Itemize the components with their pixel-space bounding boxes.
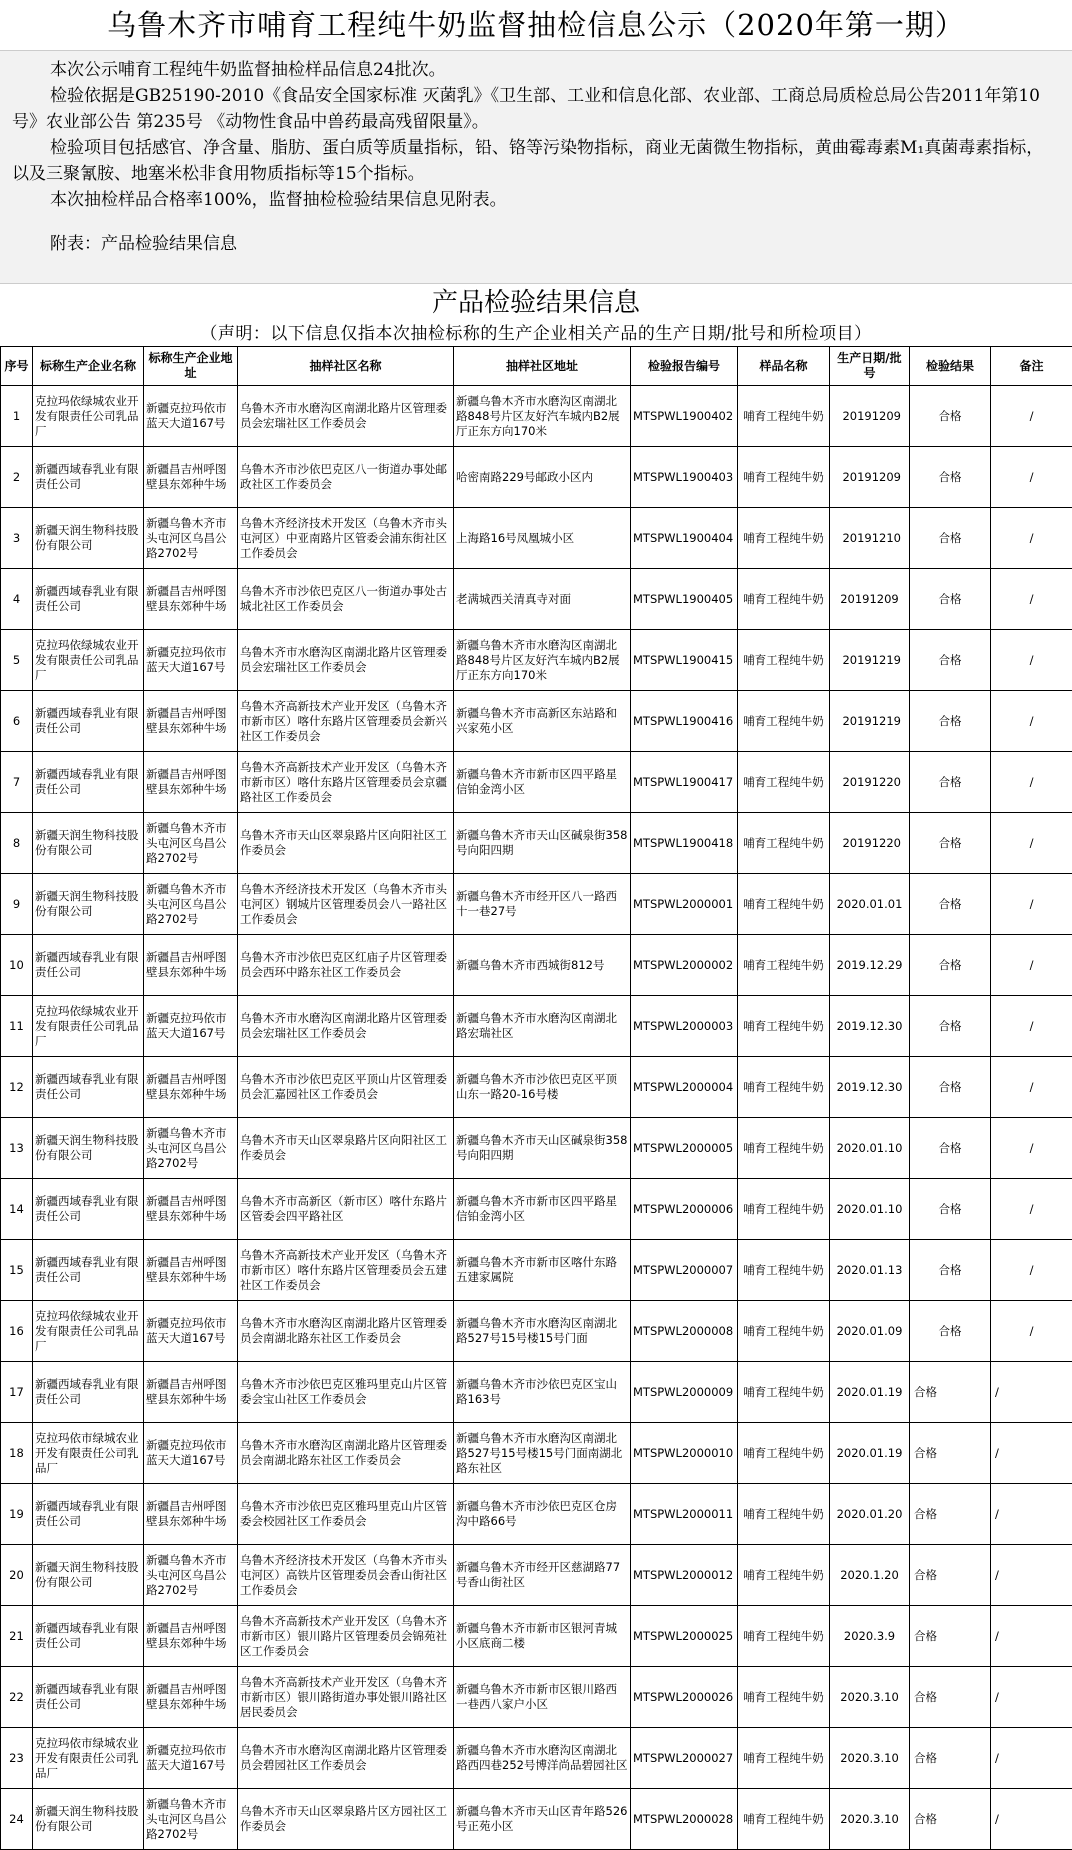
cell-community-address: 新疆乌鲁木齐市水磨沟区南湖北路527号15号楼15号门面南湖北路东社区 xyxy=(454,1423,631,1484)
cell-community-address: 新疆乌鲁木齐市经开区慈湖路77号香山街社区 xyxy=(454,1545,631,1606)
cell-company-address: 新疆昌吉州呼图壁县东郊种牛场 xyxy=(144,1179,238,1240)
cell-production-date: 2020.3.10 xyxy=(830,1667,910,1728)
cell-company-address: 新疆昌吉州呼图壁县东郊种牛场 xyxy=(144,1240,238,1301)
cell-number: 2 xyxy=(1,447,33,508)
cell-company-address: 新疆昌吉州呼图壁县东郊种牛场 xyxy=(144,1606,238,1667)
cell-report-number: MTSPWL1900402 xyxy=(631,386,738,447)
cell-community: 乌鲁木齐市沙依巴克区雅玛里克山片区管委会校园社区工作委员会 xyxy=(238,1484,454,1545)
table-row xyxy=(1,935,1072,996)
table-row xyxy=(1,996,1072,1057)
table-row xyxy=(1,1484,1072,1545)
cell-result: 合格 xyxy=(910,508,991,569)
cell-company-address: 新疆克拉玛依市蓝天大道167号 xyxy=(144,386,238,447)
cell-result: 合格 xyxy=(910,1118,991,1179)
cell-report-number: MTSPWL2000026 xyxy=(631,1667,738,1728)
cell-community: 乌鲁木齐市天山区翠泉路片区向阳社区工作委员会 xyxy=(238,813,454,874)
cell-community: 乌鲁木齐市水磨沟区南湖北路片区管理委员会宏瑞社区工作委员会 xyxy=(238,386,454,447)
table-row xyxy=(1,386,1072,447)
table-body xyxy=(1,386,1072,1850)
cell-community: 乌鲁木齐市水磨沟区南湖北路片区管理委员会碧园社区工作委员会 xyxy=(238,1728,454,1789)
cell-number: 15 xyxy=(1,1240,33,1301)
cell-company-address: 新疆克拉玛依市蓝天大道167号 xyxy=(144,1728,238,1789)
cell-note: / xyxy=(991,996,1072,1057)
cell-note: / xyxy=(991,874,1072,935)
intro-paragraph: 本次公示哺育工程纯牛奶监督抽检样品信息24批次。 xyxy=(12,57,1060,83)
table-row xyxy=(1,752,1072,813)
cell-company: 新疆天润生物科技股份有限公司 xyxy=(33,1118,144,1179)
cell-number: 20 xyxy=(1,1545,33,1606)
cell-sample-name: 哺育工程纯牛奶 xyxy=(738,1667,830,1728)
cell-community-address: 新疆乌鲁木齐市新市区四平路星信铂金湾小区 xyxy=(454,752,631,813)
cell-community-address: 新疆乌鲁木齐市新市区银川路西一巷西八家户小区 xyxy=(454,1667,631,1728)
cell-company: 新疆西域春乳业有限责任公司 xyxy=(33,1606,144,1667)
cell-number: 13 xyxy=(1,1118,33,1179)
cell-production-date: 2020.01.13 xyxy=(830,1240,910,1301)
cell-community: 乌鲁木齐市沙依巴克区八一街道办事处古城北社区工作委员会 xyxy=(238,569,454,630)
cell-sample-name: 哺育工程纯牛奶 xyxy=(738,1728,830,1789)
cell-sample-name: 哺育工程纯牛奶 xyxy=(738,1545,830,1606)
table-row xyxy=(1,569,1072,630)
cell-number: 22 xyxy=(1,1667,33,1728)
section-title: 产品检验结果信息 xyxy=(0,283,1072,322)
table-row xyxy=(1,1789,1072,1850)
cell-result: 合格 xyxy=(910,1606,991,1667)
cell-company-address: 新疆昌吉州呼图壁县东郊种牛场 xyxy=(144,447,238,508)
cell-company: 新疆天润生物科技股份有限公司 xyxy=(33,508,144,569)
cell-number: 17 xyxy=(1,1362,33,1423)
cell-report-number: MTSPWL2000003 xyxy=(631,996,738,1057)
cell-community-address: 新疆乌鲁木齐市新市区四平路星信铂金湾小区 xyxy=(454,1179,631,1240)
cell-company-address: 新疆克拉玛依市蓝天大道167号 xyxy=(144,630,238,691)
cell-note: / xyxy=(991,1484,1072,1545)
cell-result: 合格 xyxy=(910,752,991,813)
cell-report-number: MTSPWL2000002 xyxy=(631,935,738,996)
cell-production-date: 2019.12.30 xyxy=(830,1057,910,1118)
cell-sample-name: 哺育工程纯牛奶 xyxy=(738,386,830,447)
cell-number: 19 xyxy=(1,1484,33,1545)
cell-number: 6 xyxy=(1,691,33,752)
cell-result: 合格 xyxy=(910,1301,991,1362)
cell-report-number: MTSPWL2000012 xyxy=(631,1545,738,1606)
results-table xyxy=(0,346,1072,1850)
cell-company-address: 新疆昌吉州呼图壁县东郊种牛场 xyxy=(144,569,238,630)
cell-note: / xyxy=(991,813,1072,874)
cell-community-address: 新疆乌鲁木齐市新市区喀什东路五建家属院 xyxy=(454,1240,631,1301)
col-header: 序号 xyxy=(1,347,33,386)
cell-company: 新疆西域春乳业有限责任公司 xyxy=(33,935,144,996)
cell-community: 乌鲁木齐市沙依巴克区八一街道办事处邮政社区工作委员会 xyxy=(238,447,454,508)
cell-report-number: MTSPWL1900405 xyxy=(631,569,738,630)
page-title: 乌鲁木齐市哺育工程纯牛奶监督抽检信息公示（2020年第一期） xyxy=(0,0,1072,51)
cell-number: 11 xyxy=(1,996,33,1057)
cell-company-address: 新疆昌吉州呼图壁县东郊种牛场 xyxy=(144,1667,238,1728)
cell-note: / xyxy=(991,1240,1072,1301)
cell-report-number: MTSPWL2000006 xyxy=(631,1179,738,1240)
cell-sample-name: 哺育工程纯牛奶 xyxy=(738,1423,830,1484)
cell-company: 新疆天润生物科技股份有限公司 xyxy=(33,813,144,874)
cell-result: 合格 xyxy=(910,935,991,996)
intro-section xyxy=(0,51,1072,283)
cell-note: / xyxy=(991,508,1072,569)
table-row xyxy=(1,447,1072,508)
cell-production-date: 20191219 xyxy=(830,630,910,691)
cell-result: 合格 xyxy=(910,1484,991,1545)
intro-paragraph: 检验依据是GB25190-2010《食品安全国家标准 灭菌乳》《卫生部、工业和信息化部、农业部、工商总局质检总局公告2011年第10号》农业部公告 第235号 《动物性食品中兽药最高残留限量》。 xyxy=(12,83,1060,135)
cell-company: 克拉玛依绿城农业开发有限责任公司乳品厂 xyxy=(33,996,144,1057)
cell-sample-name: 哺育工程纯牛奶 xyxy=(738,1789,830,1850)
table-row xyxy=(1,1179,1072,1240)
cell-result: 合格 xyxy=(910,1179,991,1240)
cell-report-number: MTSPWL2000027 xyxy=(631,1728,738,1789)
cell-result: 合格 xyxy=(910,1545,991,1606)
col-header: 样品名称 xyxy=(738,347,830,386)
cell-note: / xyxy=(991,1728,1072,1789)
cell-production-date: 20191209 xyxy=(830,386,910,447)
cell-number: 16 xyxy=(1,1301,33,1362)
cell-number: 12 xyxy=(1,1057,33,1118)
table-row xyxy=(1,630,1072,691)
cell-community: 乌鲁木齐市水磨沟区南湖北路片区管理委员会南湖北路东社区工作委员会 xyxy=(238,1423,454,1484)
cell-note: / xyxy=(991,1545,1072,1606)
cell-report-number: MTSPWL2000004 xyxy=(631,1057,738,1118)
cell-note: / xyxy=(991,1057,1072,1118)
cell-number: 18 xyxy=(1,1423,33,1484)
cell-community: 乌鲁木齐市沙依巴克区红庙子片区管理委员会西环中路东社区工作委员会 xyxy=(238,935,454,996)
table-row xyxy=(1,691,1072,752)
table-row xyxy=(1,1667,1072,1728)
cell-number: 7 xyxy=(1,752,33,813)
cell-community: 乌鲁木齐高新技术产业开发区（乌鲁木齐市新市区）喀什东路片区管理委员会新兴社区工作委员会 xyxy=(238,691,454,752)
cell-note: / xyxy=(991,1667,1072,1728)
cell-number: 8 xyxy=(1,813,33,874)
cell-report-number: MTSPWL1900417 xyxy=(631,752,738,813)
cell-report-number: MTSPWL2000001 xyxy=(631,874,738,935)
cell-company-address: 新疆昌吉州呼图壁县东郊种牛场 xyxy=(144,1362,238,1423)
appendix-note: 附表：产品检验结果信息 xyxy=(12,231,1060,257)
cell-number: 5 xyxy=(1,630,33,691)
cell-community-address: 新疆乌鲁木齐市经开区八一路西十一巷27号 xyxy=(454,874,631,935)
cell-community: 乌鲁木齐市水磨沟区南湖北路片区管理委员会南湖北路东社区工作委员会 xyxy=(238,1301,454,1362)
cell-sample-name: 哺育工程纯牛奶 xyxy=(738,1118,830,1179)
cell-report-number: MTSPWL2000010 xyxy=(631,1423,738,1484)
cell-sample-name: 哺育工程纯牛奶 xyxy=(738,630,830,691)
cell-company: 克拉玛依绿城农业开发有限责任公司乳品厂 xyxy=(33,1301,144,1362)
cell-company: 克拉玛依绿城农业开发有限责任公司乳品厂 xyxy=(33,630,144,691)
cell-number: 14 xyxy=(1,1179,33,1240)
cell-report-number: MTSPWL2000008 xyxy=(631,1301,738,1362)
cell-number: 1 xyxy=(1,386,33,447)
col-header: 生产日期/批号 xyxy=(830,347,910,386)
cell-production-date: 2020.01.09 xyxy=(830,1301,910,1362)
cell-community-address: 新疆乌鲁木齐市沙依巴克区仓房沟中路66号 xyxy=(454,1484,631,1545)
cell-community-address: 新疆乌鲁木齐市水磨沟区南湖北路西四巷252号博洋尚品碧园社区 xyxy=(454,1728,631,1789)
cell-company-address: 新疆乌鲁木齐市头屯河区乌昌公路2702号 xyxy=(144,1789,238,1850)
cell-result: 合格 xyxy=(910,386,991,447)
cell-note: / xyxy=(991,1362,1072,1423)
cell-production-date: 2019.12.30 xyxy=(830,996,910,1057)
cell-report-number: MTSPWL2000028 xyxy=(631,1789,738,1850)
cell-note: / xyxy=(991,1118,1072,1179)
cell-community: 乌鲁木齐高新技术产业开发区（乌鲁木齐市新市区）银川路街道办事处银川路社区居民委员会 xyxy=(238,1667,454,1728)
cell-report-number: MTSPWL1900416 xyxy=(631,691,738,752)
cell-company: 新疆西域春乳业有限责任公司 xyxy=(33,1179,144,1240)
cell-note: / xyxy=(991,1423,1072,1484)
cell-result: 合格 xyxy=(910,569,991,630)
table-row xyxy=(1,1240,1072,1301)
cell-company-address: 新疆乌鲁木齐市头屯河区乌昌公路2702号 xyxy=(144,813,238,874)
cell-sample-name: 哺育工程纯牛奶 xyxy=(738,996,830,1057)
cell-production-date: 2020.3.9 xyxy=(830,1606,910,1667)
cell-production-date: 20191209 xyxy=(830,447,910,508)
col-header: 抽样社区地址 xyxy=(454,347,631,386)
cell-result: 合格 xyxy=(910,1240,991,1301)
cell-production-date: 20191210 xyxy=(830,508,910,569)
cell-note: / xyxy=(991,569,1072,630)
cell-community: 乌鲁木齐市水磨沟区南湖北路片区管理委员会宏瑞社区工作委员会 xyxy=(238,996,454,1057)
cell-company: 克拉玛依市绿城农业开发有限责任公司乳品厂 xyxy=(33,1728,144,1789)
table-row xyxy=(1,1362,1072,1423)
cell-sample-name: 哺育工程纯牛奶 xyxy=(738,508,830,569)
table-header-row xyxy=(1,347,1072,386)
cell-community: 乌鲁木齐高新技术产业开发区（乌鲁木齐市新市区）银川路片区管理委员会锦苑社区工作委员会 xyxy=(238,1606,454,1667)
cell-sample-name: 哺育工程纯牛奶 xyxy=(738,1484,830,1545)
cell-community: 乌鲁木齐市沙依巴克区雅玛里克山片区管委会宝山社区工作委员会 xyxy=(238,1362,454,1423)
cell-production-date: 20191209 xyxy=(830,569,910,630)
col-header: 标称生产企业名称 xyxy=(33,347,144,386)
cell-production-date: 20191220 xyxy=(830,813,910,874)
cell-note: / xyxy=(991,1301,1072,1362)
cell-company: 新疆天润生物科技股份有限公司 xyxy=(33,1545,144,1606)
cell-community: 乌鲁木齐市沙依巴克区平顶山片区管理委员会汇嘉园社区工作委员会 xyxy=(238,1057,454,1118)
col-header: 抽样社区名称 xyxy=(238,347,454,386)
cell-company-address: 新疆昌吉州呼图壁县东郊种牛场 xyxy=(144,935,238,996)
cell-result: 合格 xyxy=(910,447,991,508)
cell-company-address: 新疆乌鲁木齐市头屯河区乌昌公路2702号 xyxy=(144,874,238,935)
cell-company-address: 新疆乌鲁木齐市头屯河区乌昌公路2702号 xyxy=(144,1545,238,1606)
cell-production-date: 2020.1.20 xyxy=(830,1545,910,1606)
cell-note: / xyxy=(991,630,1072,691)
cell-company: 新疆西域春乳业有限责任公司 xyxy=(33,1484,144,1545)
cell-community-address: 上海路16号凤凰城小区 xyxy=(454,508,631,569)
cell-community: 乌鲁木齐市水磨沟区南湖北路片区管理委员会宏瑞社区工作委员会 xyxy=(238,630,454,691)
cell-sample-name: 哺育工程纯牛奶 xyxy=(738,447,830,508)
cell-note: / xyxy=(991,935,1072,996)
cell-production-date: 2020.01.19 xyxy=(830,1423,910,1484)
cell-company: 新疆西域春乳业有限责任公司 xyxy=(33,691,144,752)
cell-company-address: 新疆克拉玛依市蓝天大道167号 xyxy=(144,996,238,1057)
cell-sample-name: 哺育工程纯牛奶 xyxy=(738,1057,830,1118)
cell-result: 合格 xyxy=(910,691,991,752)
cell-result: 合格 xyxy=(910,1728,991,1789)
statement: （声明：以下信息仅指本次抽检标称的生产企业相关产品的生产日期/批号和所检项目） xyxy=(0,322,1072,346)
cell-community-address: 新疆乌鲁木齐市天山区碱泉街358号向阳四期 xyxy=(454,1118,631,1179)
intro-paragraph: 检验项目包括感官、净含量、脂肪、蛋白质等质量指标，铅、铬等污染物指标，商业无菌微生物指标，黄曲霉毒素M₁真菌毒素指标，以及三聚氰胺、地塞米松非食用物质指标等15个指标。 xyxy=(12,135,1060,187)
cell-note: / xyxy=(991,1789,1072,1850)
cell-sample-name: 哺育工程纯牛奶 xyxy=(738,752,830,813)
cell-note: / xyxy=(991,1606,1072,1667)
cell-sample-name: 哺育工程纯牛奶 xyxy=(738,813,830,874)
cell-sample-name: 哺育工程纯牛奶 xyxy=(738,1240,830,1301)
cell-result: 合格 xyxy=(910,1667,991,1728)
cell-company: 新疆西域春乳业有限责任公司 xyxy=(33,1362,144,1423)
cell-report-number: MTSPWL1900403 xyxy=(631,447,738,508)
cell-production-date: 2020.01.19 xyxy=(830,1362,910,1423)
cell-report-number: MTSPWL1900418 xyxy=(631,813,738,874)
cell-result: 合格 xyxy=(910,996,991,1057)
cell-community: 乌鲁木齐经济技术开发区（乌鲁木齐市头屯河区）高铁片区管理委员会香山街社区工作委员会 xyxy=(238,1545,454,1606)
cell-community: 乌鲁木齐市高新区（新市区）喀什东路片区管委会四平路社区 xyxy=(238,1179,454,1240)
cell-production-date: 2020.3.10 xyxy=(830,1789,910,1850)
cell-company-address: 新疆昌吉州呼图壁县东郊种牛场 xyxy=(144,691,238,752)
cell-number: 24 xyxy=(1,1789,33,1850)
cell-report-number: MTSPWL2000011 xyxy=(631,1484,738,1545)
cell-community: 乌鲁木齐市天山区翠泉路片区向阳社区工作委员会 xyxy=(238,1118,454,1179)
cell-report-number: MTSPWL2000009 xyxy=(631,1362,738,1423)
cell-company: 新疆天润生物科技股份有限公司 xyxy=(33,874,144,935)
cell-note: / xyxy=(991,1179,1072,1240)
cell-community-address: 新疆乌鲁木齐市水磨沟区南湖北路527号15号楼15号门面 xyxy=(454,1301,631,1362)
table-row xyxy=(1,1423,1072,1484)
cell-community-address: 新疆乌鲁木齐市水磨沟区南湖北路848号片区友好汽车城内B2展厅正东方向170米 xyxy=(454,630,631,691)
table-row xyxy=(1,1728,1072,1789)
cell-production-date: 2020.01.10 xyxy=(830,1179,910,1240)
cell-company: 克拉玛依绿城农业开发有限责任公司乳品厂 xyxy=(33,386,144,447)
cell-number: 23 xyxy=(1,1728,33,1789)
cell-result: 合格 xyxy=(910,1057,991,1118)
cell-sample-name: 哺育工程纯牛奶 xyxy=(738,935,830,996)
cell-number: 21 xyxy=(1,1606,33,1667)
cell-company: 克拉玛依市绿城农业开发有限责任公司乳品厂 xyxy=(33,1423,144,1484)
cell-production-date: 2020.01.10 xyxy=(830,1118,910,1179)
cell-result: 合格 xyxy=(910,1362,991,1423)
cell-sample-name: 哺育工程纯牛奶 xyxy=(738,874,830,935)
cell-report-number: MTSPWL2000025 xyxy=(631,1606,738,1667)
table-row xyxy=(1,1301,1072,1362)
cell-result: 合格 xyxy=(910,630,991,691)
cell-community: 乌鲁木齐高新技术产业开发区（乌鲁木齐市新市区）喀什东路片区管理委员会京疆路社区工作委员会 xyxy=(238,752,454,813)
cell-sample-name: 哺育工程纯牛奶 xyxy=(738,1362,830,1423)
cell-community-address: 新疆乌鲁木齐市沙依巴克区平顶山东一路20-16号楼 xyxy=(454,1057,631,1118)
cell-company-address: 新疆克拉玛依市蓝天大道167号 xyxy=(144,1423,238,1484)
col-header: 备注 xyxy=(991,347,1072,386)
cell-number: 4 xyxy=(1,569,33,630)
table-row xyxy=(1,1057,1072,1118)
cell-report-number: MTSPWL1900404 xyxy=(631,508,738,569)
cell-production-date: 2020.3.10 xyxy=(830,1728,910,1789)
cell-community-address: 哈密南路229号邮政小区内 xyxy=(454,447,631,508)
cell-report-number: MTSPWL2000007 xyxy=(631,1240,738,1301)
cell-result: 合格 xyxy=(910,1423,991,1484)
col-header: 检验结果 xyxy=(910,347,991,386)
cell-community-address: 新疆乌鲁木齐市天山区碱泉街358号向阳四期 xyxy=(454,813,631,874)
cell-company-address: 新疆昌吉州呼图壁县东郊种牛场 xyxy=(144,1057,238,1118)
cell-company-address: 新疆昌吉州呼图壁县东郊种牛场 xyxy=(144,1484,238,1545)
cell-sample-name: 哺育工程纯牛奶 xyxy=(738,691,830,752)
cell-report-number: MTSPWL2000005 xyxy=(631,1118,738,1179)
cell-company: 新疆西域春乳业有限责任公司 xyxy=(33,752,144,813)
cell-number: 3 xyxy=(1,508,33,569)
cell-number: 9 xyxy=(1,874,33,935)
cell-sample-name: 哺育工程纯牛奶 xyxy=(738,1179,830,1240)
cell-production-date: 20191220 xyxy=(830,752,910,813)
cell-production-date: 2020.01.01 xyxy=(830,874,910,935)
cell-production-date: 2019.12.29 xyxy=(830,935,910,996)
cell-community: 乌鲁木齐经济技术开发区（乌鲁木齐市头屯河区）中亚南路片区管委会浦东街社区工作委员会 xyxy=(238,508,454,569)
cell-production-date: 20191219 xyxy=(830,691,910,752)
col-header: 标称生产企业地址 xyxy=(144,347,238,386)
cell-company: 新疆西域春乳业有限责任公司 xyxy=(33,1667,144,1728)
intro-paragraph: 本次抽检样品合格率100%，监督抽检检验结果信息见附表。 xyxy=(12,187,1060,213)
cell-company-address: 新疆克拉玛依市蓝天大道167号 xyxy=(144,1301,238,1362)
cell-note: / xyxy=(991,691,1072,752)
cell-community: 乌鲁木齐市天山区翠泉路片区方园社区工作委员会 xyxy=(238,1789,454,1850)
cell-company: 新疆西域春乳业有限责任公司 xyxy=(33,1240,144,1301)
cell-community-address: 新疆乌鲁木齐市天山区青年路526号正苑小区 xyxy=(454,1789,631,1850)
cell-result: 合格 xyxy=(910,1789,991,1850)
table-row xyxy=(1,1606,1072,1667)
cell-community-address: 新疆乌鲁木齐市水磨沟区南湖北路宏瑞社区 xyxy=(454,996,631,1057)
table-row xyxy=(1,813,1072,874)
cell-report-number: MTSPWL1900415 xyxy=(631,630,738,691)
cell-sample-name: 哺育工程纯牛奶 xyxy=(738,1606,830,1667)
cell-community-address: 新疆乌鲁木齐市新市区银河青城小区底商二楼 xyxy=(454,1606,631,1667)
cell-community-address: 新疆乌鲁木齐市高新区东站路和兴家苑小区 xyxy=(454,691,631,752)
cell-company: 新疆天润生物科技股份有限公司 xyxy=(33,1789,144,1850)
cell-community-address: 老满城西关清真寺对面 xyxy=(454,569,631,630)
cell-company: 新疆西域春乳业有限责任公司 xyxy=(33,447,144,508)
table-row xyxy=(1,1545,1072,1606)
cell-number: 10 xyxy=(1,935,33,996)
cell-company: 新疆西域春乳业有限责任公司 xyxy=(33,569,144,630)
cell-company-address: 新疆乌鲁木齐市头屯河区乌昌公路2702号 xyxy=(144,508,238,569)
cell-company: 新疆西域春乳业有限责任公司 xyxy=(33,1057,144,1118)
table-row xyxy=(1,1118,1072,1179)
col-header: 检验报告编号 xyxy=(631,347,738,386)
cell-note: / xyxy=(991,386,1072,447)
cell-result: 合格 xyxy=(910,813,991,874)
cell-company-address: 新疆乌鲁木齐市头屯河区乌昌公路2702号 xyxy=(144,1118,238,1179)
table-row xyxy=(1,508,1072,569)
cell-community-address: 新疆乌鲁木齐市西城街812号 xyxy=(454,935,631,996)
cell-company-address: 新疆昌吉州呼图壁县东郊种牛场 xyxy=(144,752,238,813)
cell-sample-name: 哺育工程纯牛奶 xyxy=(738,569,830,630)
cell-note: / xyxy=(991,752,1072,813)
cell-community-address: 新疆乌鲁木齐市水磨沟区南湖北路848号片区友好汽车城内B2展厅正东方向170米 xyxy=(454,386,631,447)
cell-sample-name: 哺育工程纯牛奶 xyxy=(738,1301,830,1362)
cell-community: 乌鲁木齐经济技术开发区（乌鲁木齐市头屯河区）钢城片区管理委员会八一路社区工作委员会 xyxy=(238,874,454,935)
table-row xyxy=(1,874,1072,935)
cell-community: 乌鲁木齐高新技术产业开发区（乌鲁木齐市新市区）喀什东路片区管理委员会五建社区工作委员会 xyxy=(238,1240,454,1301)
cell-production-date: 2020.01.20 xyxy=(830,1484,910,1545)
cell-community-address: 新疆乌鲁木齐市沙依巴克区宝山路163号 xyxy=(454,1362,631,1423)
cell-result: 合格 xyxy=(910,874,991,935)
cell-note: / xyxy=(991,447,1072,508)
